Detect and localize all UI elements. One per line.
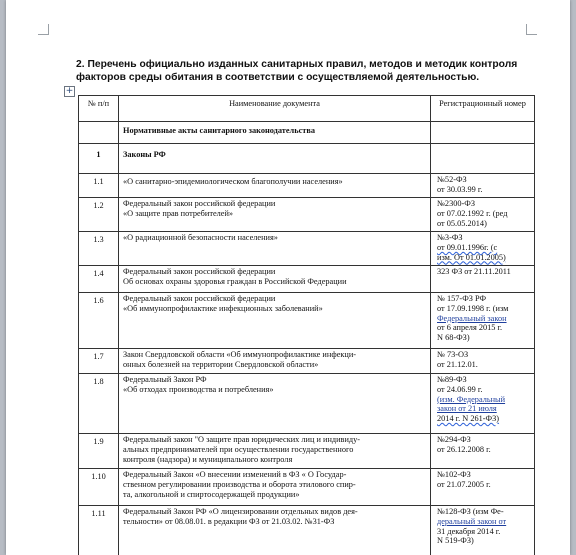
row-num: 1.3 — [79, 232, 119, 266]
section-reg-empty — [431, 144, 535, 174]
section-num: 1 — [79, 144, 119, 174]
row-name — [119, 506, 431, 555]
table-row — [79, 198, 535, 232]
table-header-row — [79, 96, 535, 122]
row-num: 1.2 — [79, 198, 119, 232]
row-reg-line: от 26.12.2008 г. — [437, 444, 491, 454]
row-reg-line: изм. От 01.01.2005) — [437, 252, 506, 262]
row-name — [119, 266, 431, 293]
row-reg-line: №89-ФЗ — [437, 375, 467, 384]
row-reg-line: №294-ФЗ — [437, 435, 471, 444]
federal-law-link[interactable]: (изм. Федеральный — [437, 394, 506, 404]
row-reg-line: от 09.01.1996г. (с — [437, 242, 498, 252]
section-title: Законы РФ — [119, 144, 431, 174]
row-reg — [431, 374, 535, 434]
row-name-line: Федеральный Закон «О внесении изменений в ФЗ « О Государ- — [123, 470, 347, 479]
row-num: 1.9 — [79, 434, 119, 469]
row-reg-line: №3-ФЗ — [437, 233, 463, 242]
row-reg — [431, 434, 535, 469]
row-num: 1.1 — [79, 174, 119, 198]
row-name-line: Закон Свердловской области «Об иммунопрофилактике инфекци- — [123, 350, 357, 359]
row-name-line: Федеральный закон российской федерации — [123, 199, 276, 208]
row-reg-line: №128-ФЗ (изм Фе- — [437, 507, 504, 516]
row-name-line: Федеральный Закон РФ «О лицензировании отдельных видов дея- — [123, 507, 358, 516]
row-reg — [431, 293, 535, 349]
row-reg-line: N 68-ФЗ) — [437, 333, 470, 343]
row-name-line: Федеральный закон российской федерации — [123, 267, 276, 276]
row-num: 1.10 — [79, 469, 119, 506]
header-name: Наименование документа — [119, 96, 431, 122]
row-num: 1.6 — [79, 293, 119, 349]
row-name-line: «Об иммунопрофилактике инфекционных заболеваний» — [123, 303, 323, 313]
section-row — [79, 144, 535, 174]
row-num: 1.11 — [79, 506, 119, 555]
row-name — [119, 293, 431, 349]
table-row — [79, 293, 535, 349]
margin-corner-mark — [38, 24, 49, 35]
table-row — [79, 469, 535, 506]
row-name-line: «О радиационной безопасности населения» — [123, 233, 278, 242]
row-reg — [431, 349, 535, 374]
row-reg-line: N 519-ФЗ) — [437, 536, 474, 546]
row-reg-line: от 17.09.1998 г. (изм — [437, 303, 509, 313]
row-name-line: ственном регулировании производства и оборота этилового спир- — [123, 479, 356, 489]
row-reg-line: 323 ФЗ от 21.11.2011 — [437, 267, 511, 276]
table-row — [79, 174, 535, 198]
header-num: № п/п — [79, 96, 119, 122]
row-name-line: Федеральный закон российской федерации — [123, 294, 276, 303]
table-move-handle-icon[interactable]: + — [65, 86, 74, 96]
row-name-line: альных предпринимателей при осуществлении государственного — [123, 444, 354, 454]
row-reg-line: №2300-ФЗ — [437, 199, 475, 208]
row-reg-line: от 05.05.2014) — [437, 218, 487, 228]
row-reg-line: от 21.07.2005 г. — [437, 479, 491, 489]
row-name-line: Об основах охраны здоровья граждан в Российской Федерации — [123, 276, 347, 286]
row-reg-line: №102-ФЗ — [437, 470, 471, 479]
row-reg — [431, 469, 535, 506]
section-title: Нормативные акты санитарного законодательства — [119, 122, 431, 144]
row-name — [119, 469, 431, 506]
table-row — [79, 506, 535, 555]
federal-law-link[interactable]: Федеральный закон — [437, 313, 507, 323]
row-name-line: Федеральный Закон РФ — [123, 375, 207, 384]
row-reg — [431, 266, 535, 293]
section-heading: 2. Перечень официально изданных санитарных правил, методов и методик контроля факторов среды обитания в соответствии с осуществляемой деятельностью. — [76, 59, 518, 83]
row-reg-line: от 30.03.99 г. — [437, 184, 483, 194]
row-reg — [431, 506, 535, 555]
row-num: 1.4 — [79, 266, 119, 293]
row-reg-line: № 73-ОЗ — [437, 350, 469, 359]
header-reg: Регистрационный номер — [431, 96, 535, 122]
row-reg-line: от 21.12.01. — [437, 359, 478, 369]
row-reg-line: от 24.06.99 г. — [437, 384, 483, 394]
row-name-line: контроля (надзора) и муниципального контроля — [123, 454, 293, 464]
row-name — [119, 374, 431, 434]
table-row — [79, 434, 535, 469]
federal-law-link[interactable]: деральный закон от — [437, 516, 507, 526]
documents-table — [78, 95, 535, 555]
table-row — [79, 266, 535, 293]
document-page — [6, 0, 570, 555]
row-num: 1.8 — [79, 374, 119, 434]
table-row — [79, 232, 535, 266]
row-reg-line: 2014 г. N 261-ФЗ) — [437, 414, 500, 424]
row-name-line: онных болезней на территории Свердловской области» — [123, 359, 319, 369]
margin-corner-mark — [526, 24, 537, 35]
row-name-line: «Об отходах производства и потребления» — [123, 384, 274, 394]
section-reg-empty — [431, 122, 535, 144]
row-name-line: та, алкогольной и спиртосодержащей продукции» — [123, 489, 300, 499]
row-name — [119, 232, 431, 266]
table-row — [79, 374, 535, 434]
row-name — [119, 434, 431, 469]
row-name — [119, 198, 431, 232]
row-reg — [431, 198, 535, 232]
row-name — [119, 174, 431, 198]
row-name-line: «О санитарно-эпидемиологическом благополучии населения» — [123, 177, 343, 186]
row-reg — [431, 232, 535, 266]
row-reg-line: № 157-ФЗ РФ — [437, 294, 487, 303]
row-num: 1.7 — [79, 349, 119, 374]
row-name-line: «О защите прав потребителей» — [123, 208, 234, 218]
row-name-line: тельности» от 08.08.01. в редакции ФЗ от 21.03.02. №31-ФЗ — [123, 516, 335, 526]
row-reg-line: от 6 апреля 2015 г. — [437, 323, 503, 333]
section-row — [79, 122, 535, 144]
row-name — [119, 349, 431, 374]
section-num-empty — [79, 122, 119, 144]
row-name-line: Федеральный закон "О защите прав юридических лиц и индивиду- — [123, 435, 361, 444]
row-reg — [431, 174, 535, 198]
row-reg-line: от 07.02.1992 г. (ред — [437, 208, 508, 218]
table-row — [79, 349, 535, 374]
federal-law-link[interactable]: закон от 21 июля — [437, 404, 497, 414]
row-reg-line: 31 декабря 2014 г. — [437, 526, 501, 536]
row-reg-line: №52-ФЗ — [437, 175, 467, 184]
